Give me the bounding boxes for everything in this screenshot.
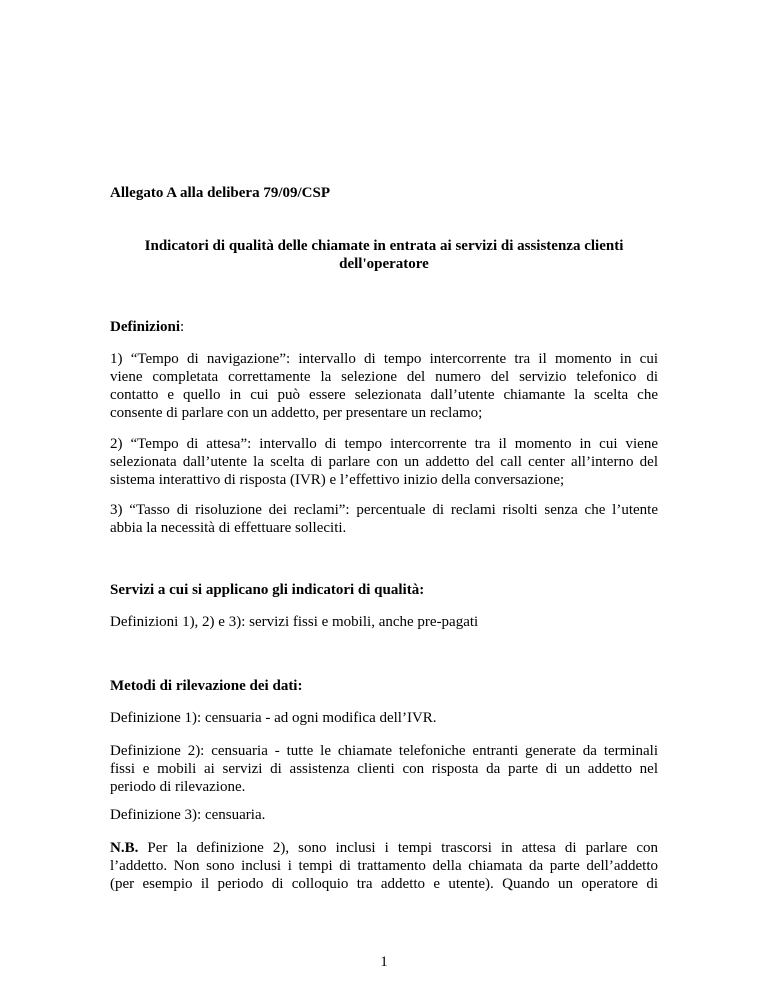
definizione-1-paragraph [110,350,658,422]
definizioni-heading-colon: : [180,319,185,335]
nb-line-text: Per la definizione 2), sono inclusi i tempi trascorsi in attesa di parlare con [138,840,658,856]
metodi-definizione-2 [110,742,658,796]
document-title [110,237,658,273]
paragraph-line: 1) “Tempo di navigazione”: intervallo di tempo intercorrente tra il momento in cui [110,351,658,367]
nb-paragraph [110,839,658,893]
title-line-1: Indicatori di qualità delle chiamate in entrata ai servizi di assistenza clienti [144,238,624,254]
definizioni-heading-text: Definizioni [110,319,180,335]
metodi-definizione-3: Definizione 3): censuaria. [110,807,266,823]
paragraph-line: Definizione 2): censuaria - tutte le chiamate telefoniche entranti generate da terminali [110,743,658,759]
definizione-3-paragraph [110,501,658,537]
paragraph-line: sistema interattivo di risposta (IVR) e l’effettivo inizio della conversazione; [110,472,565,488]
title-line-2: dell'operatore [339,256,429,272]
paragraph-line: 3) “Tasso di risoluzione dei reclami”: percentuale di reclami risolti senza che l’utente [110,502,658,518]
definizione-2-paragraph [110,435,658,489]
paragraph-line: selezionata dall’utente la scelta di parlare con un addetto del call center all’interno del [110,454,658,470]
paragraph-line: periodo di rilevazione. [110,779,246,795]
allegato-line: Allegato A alla delibera 79/09/CSP [110,185,330,201]
nb-first-line [110,839,658,857]
servizi-text: Definizioni 1), 2) e 3): servizi fissi e mobili, anche pre-pagati [110,614,479,630]
paragraph-line: viene completata correttamente la selezione del numero del servizio telefonico di [110,369,658,385]
paragraph-line: l’addetto. Non sono inclusi i tempi di trattamento della chiamata da parte dell’addetto [110,858,658,874]
paragraph-line: fissi e mobili ai servizi di assistenza clienti con risposta da parte di un addetto nel [110,761,658,777]
nb-label: N.B. [110,840,139,856]
paragraph-line: abbia la necessità di effettuare solleciti. [110,520,347,536]
definizioni-heading [110,318,658,336]
servizi-heading: Servizi a cui si applicano gli indicatori di qualità: [110,582,425,598]
paragraph-line: contatto e quello in cui può essere selezionata dall’utente chiamante la scelta che [110,387,658,403]
paragraph-line: consente di parlare con un addetto, per presentare un reclamo; [110,405,483,421]
metodi-heading: Metodi di rilevazione dei dati: [110,678,303,694]
paragraph-line: 2) “Tempo di attesa”: intervallo di tempo intercorrente tra il momento in cui viene [110,436,658,452]
metodi-definizione-1: Definizione 1): censuaria - ad ogni modifica dell’IVR. [110,710,437,726]
paragraph-line: (per esempio il periodo di colloquio tra addetto e utente). Quando un operatore di [110,876,658,892]
page-number: 1 [380,954,388,970]
